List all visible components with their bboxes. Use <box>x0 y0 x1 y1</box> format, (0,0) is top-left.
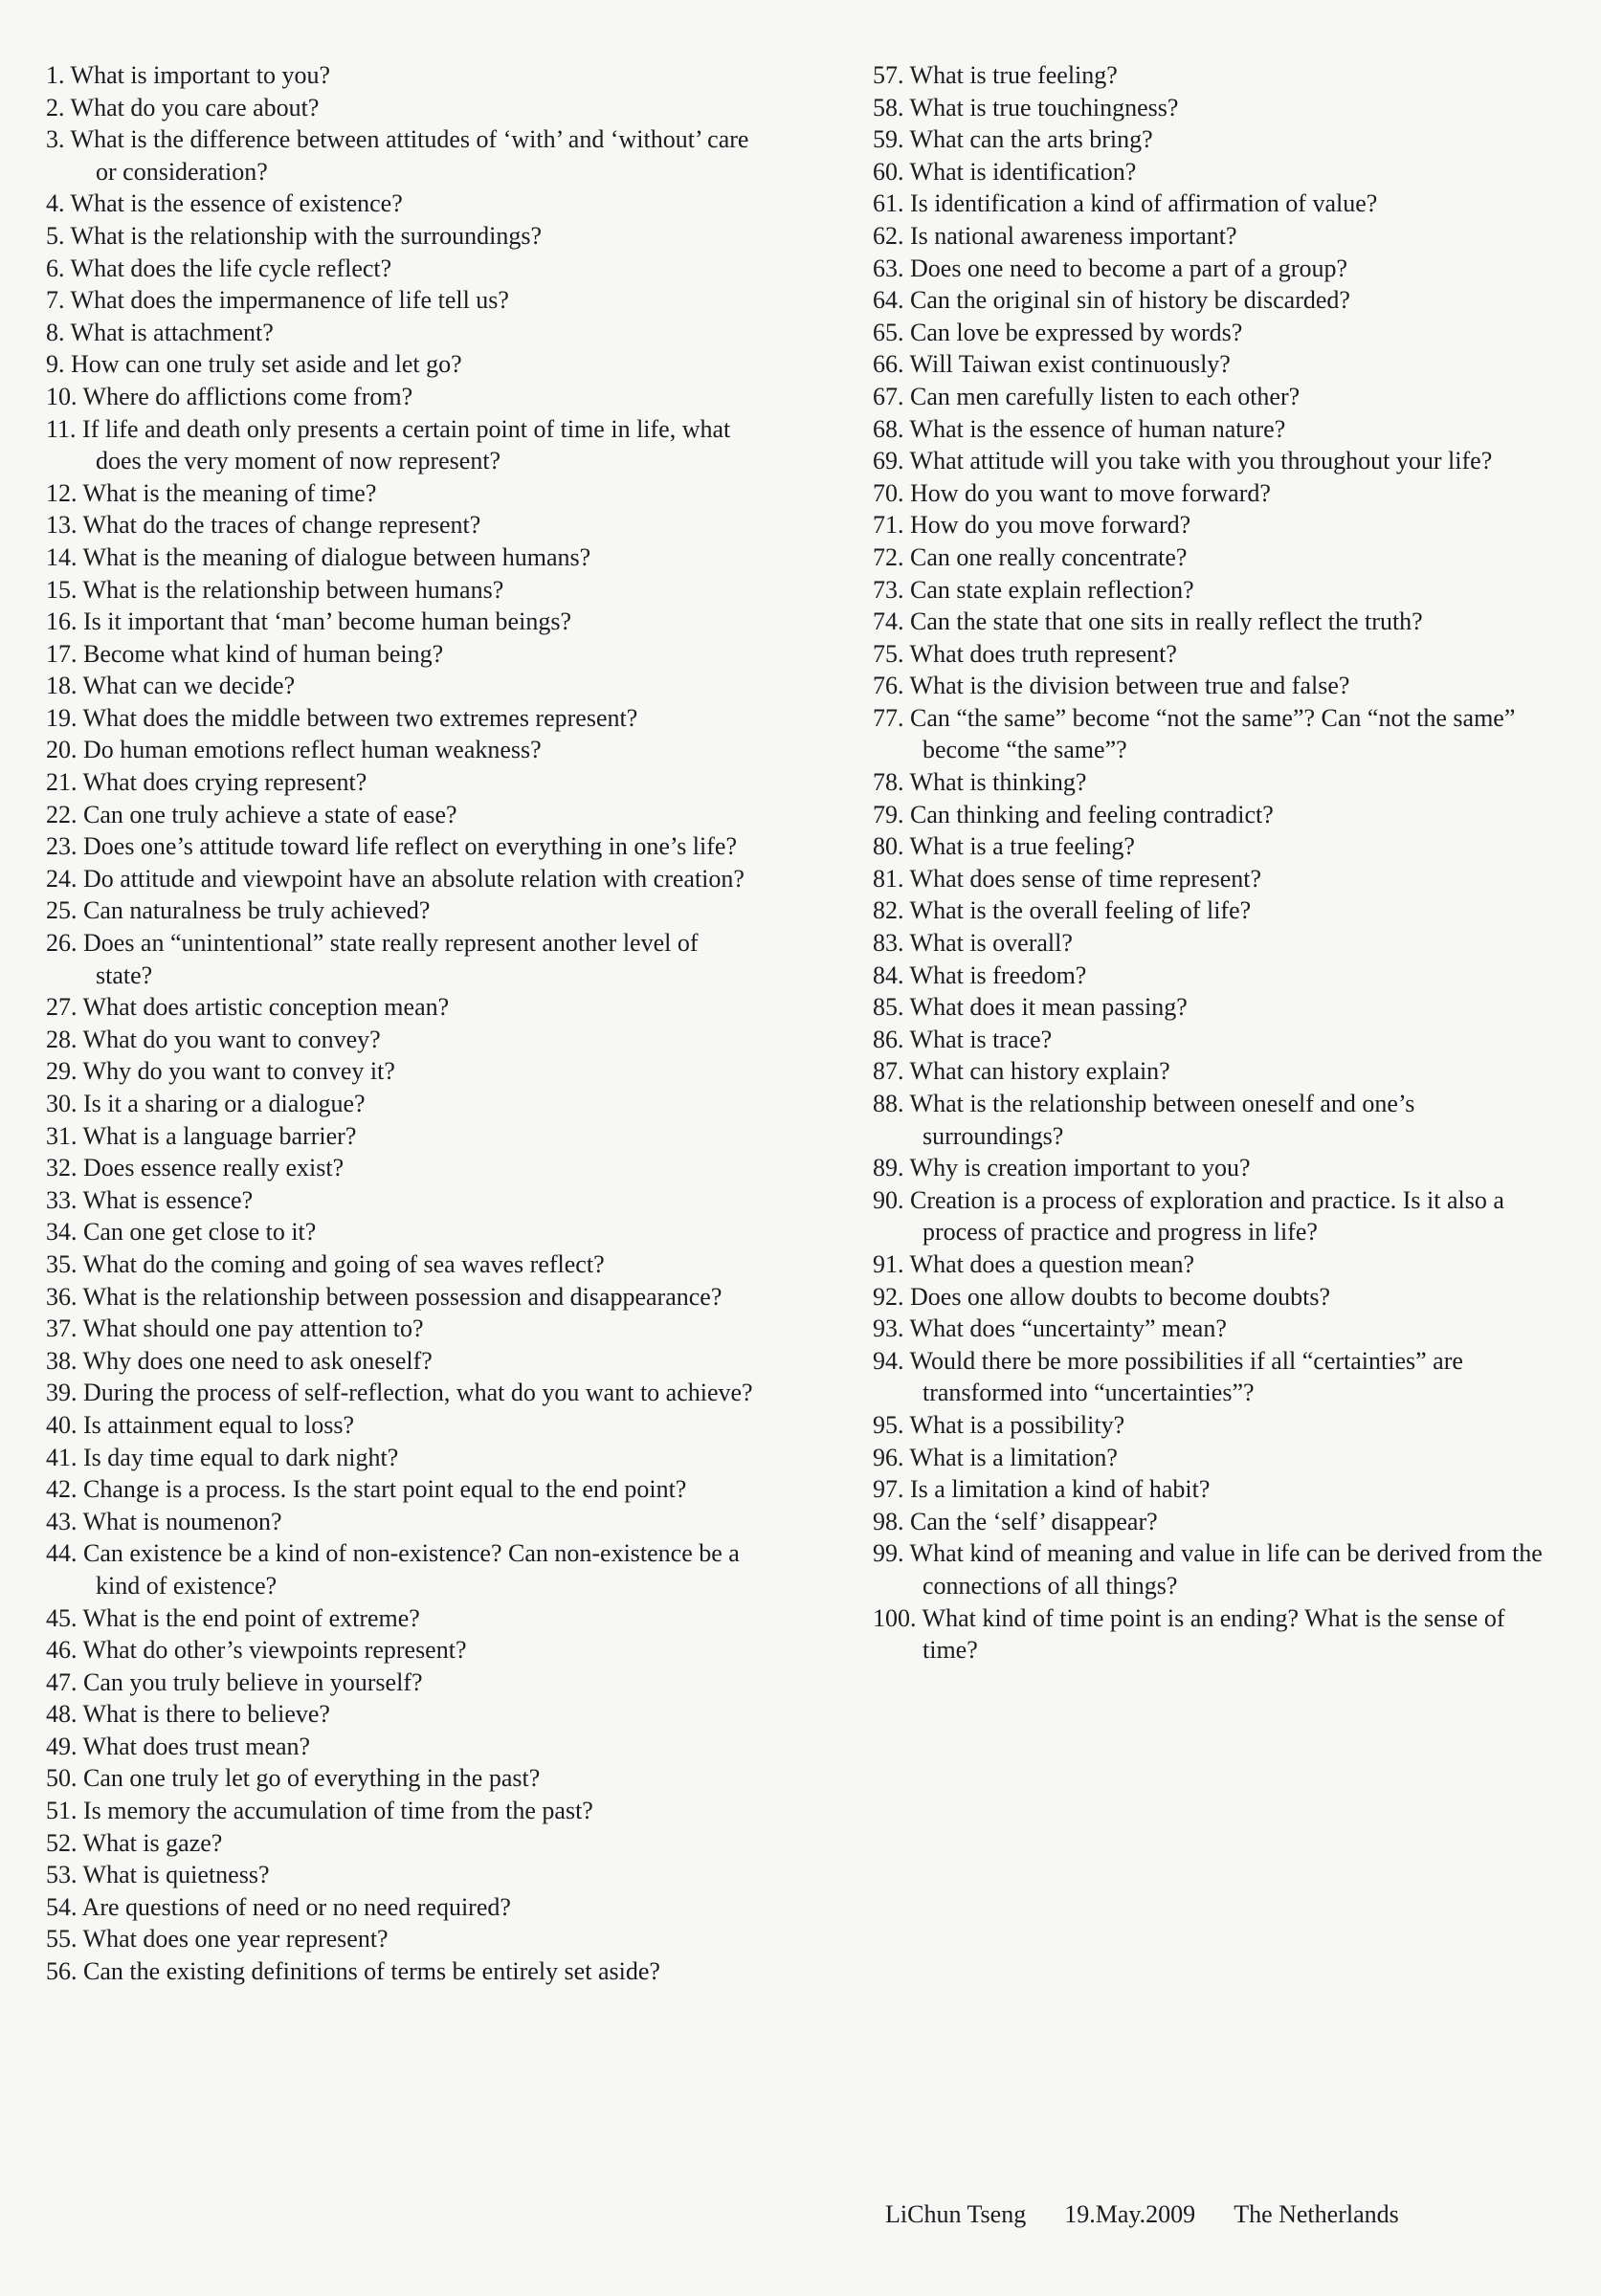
question-item: 66. Will Taiwan exist continuously? <box>873 350 1231 379</box>
question-item: 58. What is true touchingness? <box>873 93 1179 121</box>
question-item: 20. Do human emotions reflect human weakness? <box>46 736 542 764</box>
question-item: 84. What is freedom? <box>873 960 1087 989</box>
question-item: 52. What is gaze? <box>46 1828 223 1857</box>
question-item: 56. Can the existing definitions of terms be entirely set aside? <box>46 1957 660 1986</box>
author-name: LiChun Tseng <box>885 2200 1027 2228</box>
question-item: 11. If life and death only presents a certain point of time in life, what does the very moment of now represent? <box>46 414 731 475</box>
question-item: 28. What do you want to convey? <box>46 1025 381 1053</box>
question-item: 21. What does crying represent? <box>46 768 367 797</box>
question-item: 63. Does one need to become a part of a group? <box>873 254 1347 282</box>
question-item: 55. What does one year represent? <box>46 1925 389 1954</box>
question-item: 75. What does truth represent? <box>873 639 1177 668</box>
question-item: 98. Can the ‘self’ disappear? <box>873 1507 1158 1535</box>
question-item: 69. What attitude will you take with you throughout your life? <box>873 447 1493 475</box>
question-item: 6. What does the life cycle reflect? <box>46 254 392 282</box>
question-item: 87. What can history explain? <box>873 1057 1170 1086</box>
question-item: 93. What does “uncertainty” mean? <box>873 1314 1227 1343</box>
question-item: 57. What is true feeling? <box>873 61 1118 89</box>
left-question-column <box>46 59 754 1988</box>
question-item: 2. What do you care about? <box>46 93 320 121</box>
question-item: 79. Can thinking and feeling contradict? <box>873 800 1274 828</box>
question-item: 37. What should one pay attention to? <box>46 1314 424 1343</box>
question-item: 86. What is trace? <box>873 1025 1053 1053</box>
question-item: 9. How can one truly set aside and let go? <box>46 350 462 379</box>
question-item: 73. Can state explain reflection? <box>873 575 1194 604</box>
question-item: 14. What is the meaning of dialogue between humans? <box>46 542 591 571</box>
question-item: 41. Is day time equal to dark night? <box>46 1443 399 1471</box>
question-item: 51. Is memory the accumulation of time from the past? <box>46 1797 593 1825</box>
place: The Netherlands <box>1234 2200 1399 2228</box>
question-item: 13. What do the traces of change represent? <box>46 511 481 540</box>
right-question-column <box>873 59 1543 1667</box>
question-item: 23. Does one’s attitude toward life reflect on everything in one’s life? <box>46 832 737 861</box>
question-item: 18. What can we decide? <box>46 672 296 700</box>
question-item: 97. Is a limitation a kind of habit? <box>873 1475 1211 1504</box>
question-item: 60. What is identification? <box>873 157 1137 186</box>
question-item: 8. What is attachment? <box>46 318 274 346</box>
question-item: 99. What kind of meaning and value in life can be derived from the connections of all things? <box>873 1539 1543 1600</box>
question-item: 82. What is the overall feeling of life? <box>873 896 1252 925</box>
question-item: 19. What does the middle between two extremes represent? <box>46 703 638 732</box>
question-item: 3. What is the difference between attitudes of ‘with’ and ‘without’ care or consideration? <box>46 125 749 186</box>
question-item: 83. What is overall? <box>873 929 1073 958</box>
signature-line <box>885 2198 1437 2231</box>
question-item: 4. What is the essence of existence? <box>46 189 403 218</box>
question-item: 85. What does it mean passing? <box>873 993 1188 1022</box>
question-item: 72. Can one really concentrate? <box>873 542 1188 571</box>
question-item: 29. Why do you want to convey it? <box>46 1057 395 1086</box>
question-item: 53. What is quietness? <box>46 1861 270 1889</box>
question-item: 40. Is attainment equal to loss? <box>46 1410 355 1439</box>
question-item: 15. What is the relationship between humans? <box>46 575 504 604</box>
question-item: 81. What does sense of time represent? <box>873 864 1261 893</box>
question-item: 71. How do you move forward? <box>873 511 1191 540</box>
question-item: 70. How do you want to move forward? <box>873 478 1271 507</box>
question-item: 38. Why does one need to ask oneself? <box>46 1346 433 1375</box>
question-item: 61. Is identification a kind of affirmation of value? <box>873 189 1378 218</box>
question-item: 64. Can the original sin of history be discarded? <box>873 286 1350 315</box>
question-item: 44. Can existence be a kind of non-existence? Can non-existence be a kind of existence? <box>46 1539 740 1600</box>
question-item: 88. What is the relationship between oneself and one’s surroundings? <box>873 1090 1415 1150</box>
question-item: 90. Creation is a process of exploration and practice. Is it also a process of practice and progress in life? <box>873 1185 1504 1247</box>
question-item: 68. What is the essence of human nature? <box>873 414 1286 443</box>
question-item: 35. What do the coming and going of sea waves reflect? <box>46 1249 605 1278</box>
question-item: 12. What is the meaning of time? <box>46 478 377 507</box>
question-item: 25. Can naturalness be truly achieved? <box>46 896 431 925</box>
question-item: 95. What is a possibility? <box>873 1410 1125 1439</box>
question-item: 39. During the process of self-reflection, what do you want to achieve? <box>46 1379 753 1407</box>
question-item: 36. What is the relationship between possession and disappearance? <box>46 1282 723 1311</box>
question-item: 65. Can love be expressed by words? <box>873 318 1243 346</box>
question-item: 10. Where do afflictions come from? <box>46 382 413 410</box>
question-item: 62. Is national awareness important? <box>873 221 1237 250</box>
question-item: 100. What kind of time point is an ending? What is the sense of time? <box>873 1603 1505 1665</box>
question-item: 46. What do other’s viewpoints represent? <box>46 1636 467 1665</box>
question-item: 49. What does trust mean? <box>46 1732 311 1760</box>
question-item: 33. What is essence? <box>46 1185 254 1214</box>
question-item: 50. Can one truly let go of everything in the past? <box>46 1764 541 1793</box>
question-item: 17. Become what kind of human being? <box>46 639 444 668</box>
question-item: 16. Is it important that ‘man’ become human beings? <box>46 607 571 636</box>
question-item: 77. Can “the same” become “not the same”? Can “not the same” become “the same”? <box>873 703 1516 764</box>
question-item: 43. What is noumenon? <box>46 1507 282 1535</box>
question-item: 76. What is the division between true and false? <box>873 672 1350 700</box>
question-item: 24. Do attitude and viewpoint have an absolute relation with creation? <box>46 864 745 893</box>
question-item: 67. Can men carefully listen to each other? <box>873 382 1301 410</box>
question-item: 34. Can one get close to it? <box>46 1218 317 1247</box>
question-item: 47. Can you truly believe in yourself? <box>46 1667 423 1696</box>
question-item: 74. Can the state that one sits in really reflect the truth? <box>873 607 1423 636</box>
question-item: 78. What is thinking? <box>873 768 1087 797</box>
question-item: 94. Would there be more possibilities if all “certainties” are transformed into “uncertainties”? <box>873 1346 1463 1407</box>
question-item: 42. Change is a process. Is the start point equal to the end point? <box>46 1475 687 1504</box>
question-item: 59. What can the arts bring? <box>873 125 1153 154</box>
question-item: 1. What is important to you? <box>46 61 331 89</box>
question-item: 54. Are questions of need or no need required? <box>46 1892 511 1921</box>
question-item: 31. What is a language barrier? <box>46 1121 357 1150</box>
question-item: 80. What is a true feeling? <box>873 832 1135 861</box>
question-item: 27. What does artistic conception mean? <box>46 993 450 1022</box>
date: 19.May.2009 <box>1064 2200 1196 2228</box>
question-item: 89. Why is creation important to you? <box>873 1154 1251 1182</box>
question-item: 5. What is the relationship with the surroundings? <box>46 221 542 250</box>
question-item: 32. Does essence really exist? <box>46 1154 345 1182</box>
question-item: 26. Does an “unintentional” state really represent another level of state? <box>46 929 699 989</box>
question-item: 92. Does one allow doubts to become doubts? <box>873 1282 1331 1311</box>
question-item: 22. Can one truly achieve a state of ease? <box>46 800 457 828</box>
question-item: 91. What does a question mean? <box>873 1249 1194 1278</box>
question-item: 45. What is the end point of extreme? <box>46 1603 420 1632</box>
question-item: 96. What is a limitation? <box>873 1443 1118 1471</box>
question-item: 30. Is it a sharing or a dialogue? <box>46 1090 366 1117</box>
question-item: 48. What is there to believe? <box>46 1700 330 1729</box>
question-item: 7. What does the impermanence of life tell us? <box>46 286 509 315</box>
